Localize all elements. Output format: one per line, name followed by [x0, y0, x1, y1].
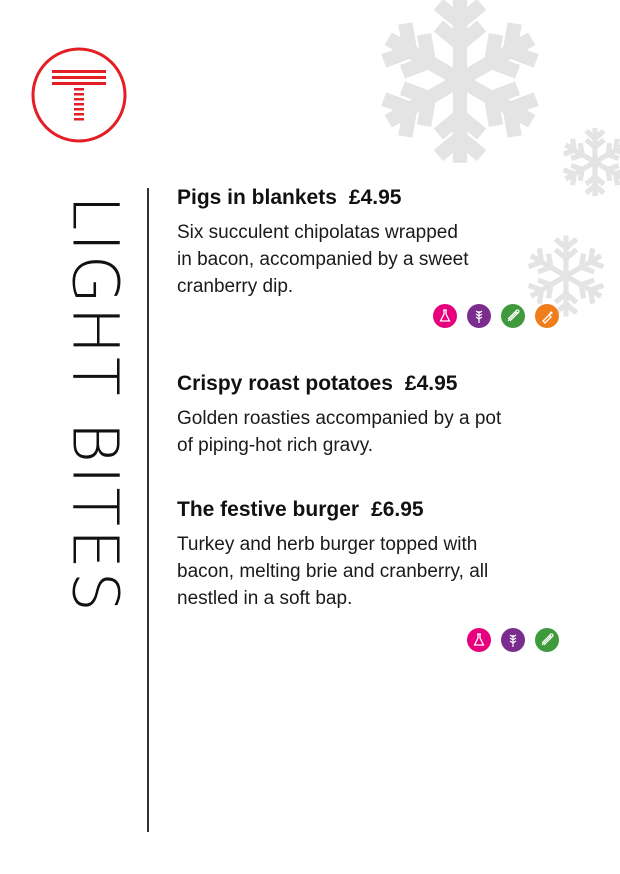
menu-item: [177, 497, 577, 612]
snowflake-icon: [370, 0, 550, 170]
section-title: LIGHT BITES: [58, 195, 132, 615]
allergen-icons: [467, 628, 559, 652]
description-line: Golden roasties accompanied by a pot: [177, 408, 502, 429]
vertical-divider: [147, 188, 149, 832]
description-line: Six succulent chipolatas wrapped: [177, 222, 458, 243]
item-heading: [177, 497, 577, 523]
wheat-icon: [501, 628, 525, 652]
item-name: Pigs in blankets: [177, 186, 337, 209]
description-line: nestled in a soft bap.: [177, 588, 353, 609]
item-heading: [177, 185, 577, 211]
mustard-icon: [535, 304, 559, 328]
description-line: cranberry dip.: [177, 276, 294, 297]
wheat-icon: [467, 304, 491, 328]
celery-icon: [501, 304, 525, 328]
description-line: in bacon, accompanied by a sweet: [177, 249, 469, 270]
celery-icon: [535, 628, 559, 652]
item-name: The festive burger: [177, 498, 360, 521]
t-striped-logo-icon: [30, 46, 128, 144]
flask-icon: [433, 304, 457, 328]
menu-item: [177, 185, 577, 300]
flask-icon: [467, 628, 491, 652]
item-name: Crispy roast potatoes: [177, 372, 393, 395]
allergen-icons: [433, 304, 559, 328]
description-line: bacon, melting brie and cranberry, all: [177, 561, 489, 582]
description-line: of piping-hot rich gravy.: [177, 435, 374, 456]
description-line: Turkey and herb burger topped with: [177, 534, 478, 555]
menu-item: [177, 371, 577, 459]
item-description: [177, 531, 577, 612]
item-heading: [177, 371, 577, 397]
item-price: £6.95: [371, 498, 424, 521]
item-description: [177, 219, 577, 300]
item-price: £4.95: [404, 372, 458, 395]
item-description: [177, 405, 577, 459]
item-price: £4.95: [348, 186, 402, 209]
